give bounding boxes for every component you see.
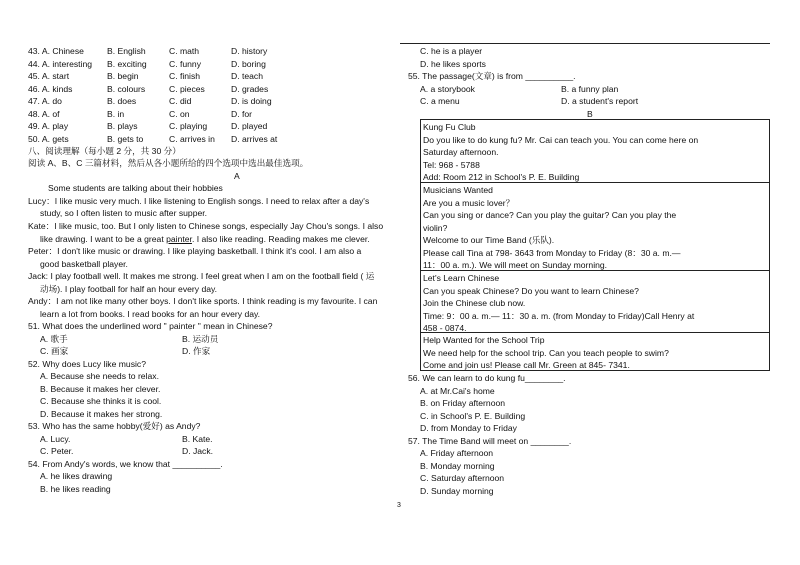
q52-option-b: B. Because it makes her clever. [40,383,161,394]
passage-a-label: A [234,170,240,181]
q56-option-b: B. on Friday afternoon [420,398,506,408]
option-48-d: D. for [231,108,253,119]
q57-option-d: D. Sunday morning [420,485,494,496]
option-47-d: D. is doing [231,96,272,106]
q57-option-b: B. Monday morning [420,460,495,471]
option-49-b: B. plays [107,121,138,131]
passage-a-title: Some students are talking about their hobbies [48,183,223,193]
option-49-d: D. played [231,121,268,131]
chinese-line-1: Can you speak Chinese? Do you want to learn Chinese? [423,285,639,296]
option-49-c: C. playing [169,121,208,131]
underlined-word-painter: painter [166,233,192,244]
q51-option-c: C. 画家 [40,346,69,356]
option-50-c: C. arrives in [169,133,215,144]
andy-line-1: Andy：I am not like many other boys. I don't like sports. I think reading is my favourite. I can [28,296,378,306]
option-49-a: 49. A. play [28,121,69,131]
q53-option-b: B. Kate. [182,433,213,444]
question-53: 53. Who has the same hobby(爱好) as Andy? [28,421,201,431]
option-47-b: B. does [107,96,137,106]
option-43-b: B. English [107,46,146,56]
option-48-a: 48. A. of [28,108,60,119]
question-54: 54. From Andy's words, we know that __________. [28,458,223,469]
ad-learn-chinese [420,270,770,333]
kungfu-address: Add: Room 212 in School's P. E. Building [423,172,580,182]
lucy-line-1: Lucy：I like music very much. I like listening to English songs. I need to relax after a day's [28,195,370,206]
option-46-d: D. grades [231,83,269,94]
option-46-a: 46. A. kinds [28,83,73,94]
q56-option-d: D. from Monday to Friday [420,423,517,433]
chinese-title: Let's Learn Chinese [423,273,500,283]
peter-line-2: good basketball player. [40,258,128,269]
q54-option-a: A. he likes drawing [40,471,113,481]
chinese-line-2: Join the Chinese club now. [423,298,526,308]
q53-option-c: C. Peter. [40,446,74,456]
option-50-b: B. gets to [107,133,144,144]
musicians-line-3: violin? [423,222,448,233]
q57-option-c: C. Saturday afternoon [420,473,505,483]
question-52: 52. Why does Lucy like music? [28,358,146,369]
q56-option-c: C. in School's P. E. Building [420,410,526,421]
option-47-a: 47. A. do [28,96,62,106]
q53-option-a: A. Lucy. [40,433,71,444]
ad-school-trip [420,332,770,371]
option-44-c: C. funny [169,58,202,69]
kungfu-title: Kung Fu Club [423,122,476,132]
q54-option-b: B. he likes reading [40,483,111,494]
trip-title: Help Wanted for the School Trip [423,335,545,345]
chinese-line-3: Time: 9：00 a. m.— 11：30 a. m. (from Monday to Friday)Call Henry at [423,310,695,321]
option-47-c: C. did [169,96,192,106]
option-43-a: 43. A. Chinese [28,46,84,56]
q52-option-a: A. Because she needs to relax. [40,371,159,381]
q54-option-c: C. he is a player [420,46,483,56]
musicians-line-4: Welcome to our Time Band (乐队). [423,235,555,245]
ad-kung-fu-club [420,119,770,183]
q53-option-d: D. Jack. [182,446,214,456]
option-45-b: B. begin [107,71,139,81]
lucy-line-2: study, so I often listen to music after supper. [40,208,208,218]
option-46-c: C. pieces [169,83,205,94]
section-heading: 八、阅读理解（每小题 2 分，共 30 分） [28,145,181,156]
chinese-line-4: 458 - 0874. [423,323,467,333]
option-45-d: D. teach [231,71,264,81]
question-55: 55. The passage(文章) is from __________. [408,71,576,81]
q55-option-d: D. a student's report [561,96,639,106]
musicians-line-1: Are you a music lover？ [423,197,515,208]
q52-option-d: D. Because it makes her strong. [40,408,163,419]
q51-option-d: D. 作家 [182,346,211,356]
q52-option-c: C. Because she thinks it is cool. [40,396,162,406]
passage-b-label: B [587,108,593,119]
q51-option-b: B. 运动员 [182,333,219,344]
kate-line-2: like drawing. I want to be a great painter. I also like reading. Reading makes me clever. [40,233,370,244]
option-45-c: C. finish [169,71,201,81]
option-48-b: B. in [107,108,125,119]
option-43-d: D. history [231,46,268,56]
option-50-a: 50. A. gets [28,133,69,144]
kungfu-line-1: Do you like to do kung fu? Mr. Cai can teach you. You can come here on [423,134,699,145]
section-instruction: 阅读 A、B、C 三篇材料，然后从各小题所给的四个选项中选出最佳选项。 [28,158,309,168]
kungfu-line-2: Saturday afternoon. [423,147,499,157]
musicians-line-5: Please call Tina at 798- 3643 from Monday to Friday (8：30 a. m.— [423,247,681,258]
musicians-title: Musicians Wanted [423,185,493,195]
andy-line-2: learn a lot from books. I read books for an hour every day. [40,308,261,319]
kungfu-tel: Tel: 968 - 5788 [423,159,480,170]
top-rule [400,43,770,44]
q55-option-a: A. a storybook [420,83,475,94]
question-51: 51. What does the underlined word " painter " mean in Chinese? [28,321,273,331]
option-44-d: D. boring [231,58,266,69]
page-number: 3 [397,502,401,509]
musicians-line-6: 11：00 a. m.). We will meet on Sunday morning. [423,260,608,270]
option-44-a: 44. A. interesting [28,58,93,69]
ad-musicians-wanted [420,182,770,271]
question-57: 57. The Time Band will meet on ________. [408,435,572,446]
option-44-b: B. exciting [107,58,147,69]
jack-line-2: 动场). I play football for half an hour every day. [40,283,218,294]
q51-option-a: A. 歌手 [40,333,68,344]
option-48-c: C. on [169,108,190,119]
option-50-d: D. arrives at [231,133,278,144]
trip-line-1: We need help for the school trip. Can you teach people to swim? [423,347,669,358]
peter-line-1: Peter：I don't like music or drawing. I like playing basketball. I think it's cool. I am also a [28,246,362,256]
option-43-c: C. math [169,46,200,56]
musicians-line-2: Can you sing or dance? Can you play the guitar? Can you play the [423,210,677,220]
kate-line-1: Kate：I like music, too. But I only listen to Chinese songs, especially Jay Chou's songs. I also [28,221,384,231]
jack-line-1: Jack: I play football well. It makes me strong. I feel great when I am on the football field ( 运 [28,271,375,281]
q55-option-c: C. a menu [420,96,460,106]
option-46-b: B. colours [107,83,146,94]
q56-option-a: A. at Mr.Cai's home [420,385,495,396]
q55-option-b: B. a funny plan [561,83,619,94]
trip-line-2: Come and join us! Please call Mr. Green at 845- 7341. [423,360,630,370]
option-45-a: 45. A. start [28,71,70,81]
q54-option-d: D. he likes sports [420,58,486,69]
q57-option-a: A. Friday afternoon [420,448,494,458]
question-56: 56. We can learn to do kung fu________. [408,373,566,383]
